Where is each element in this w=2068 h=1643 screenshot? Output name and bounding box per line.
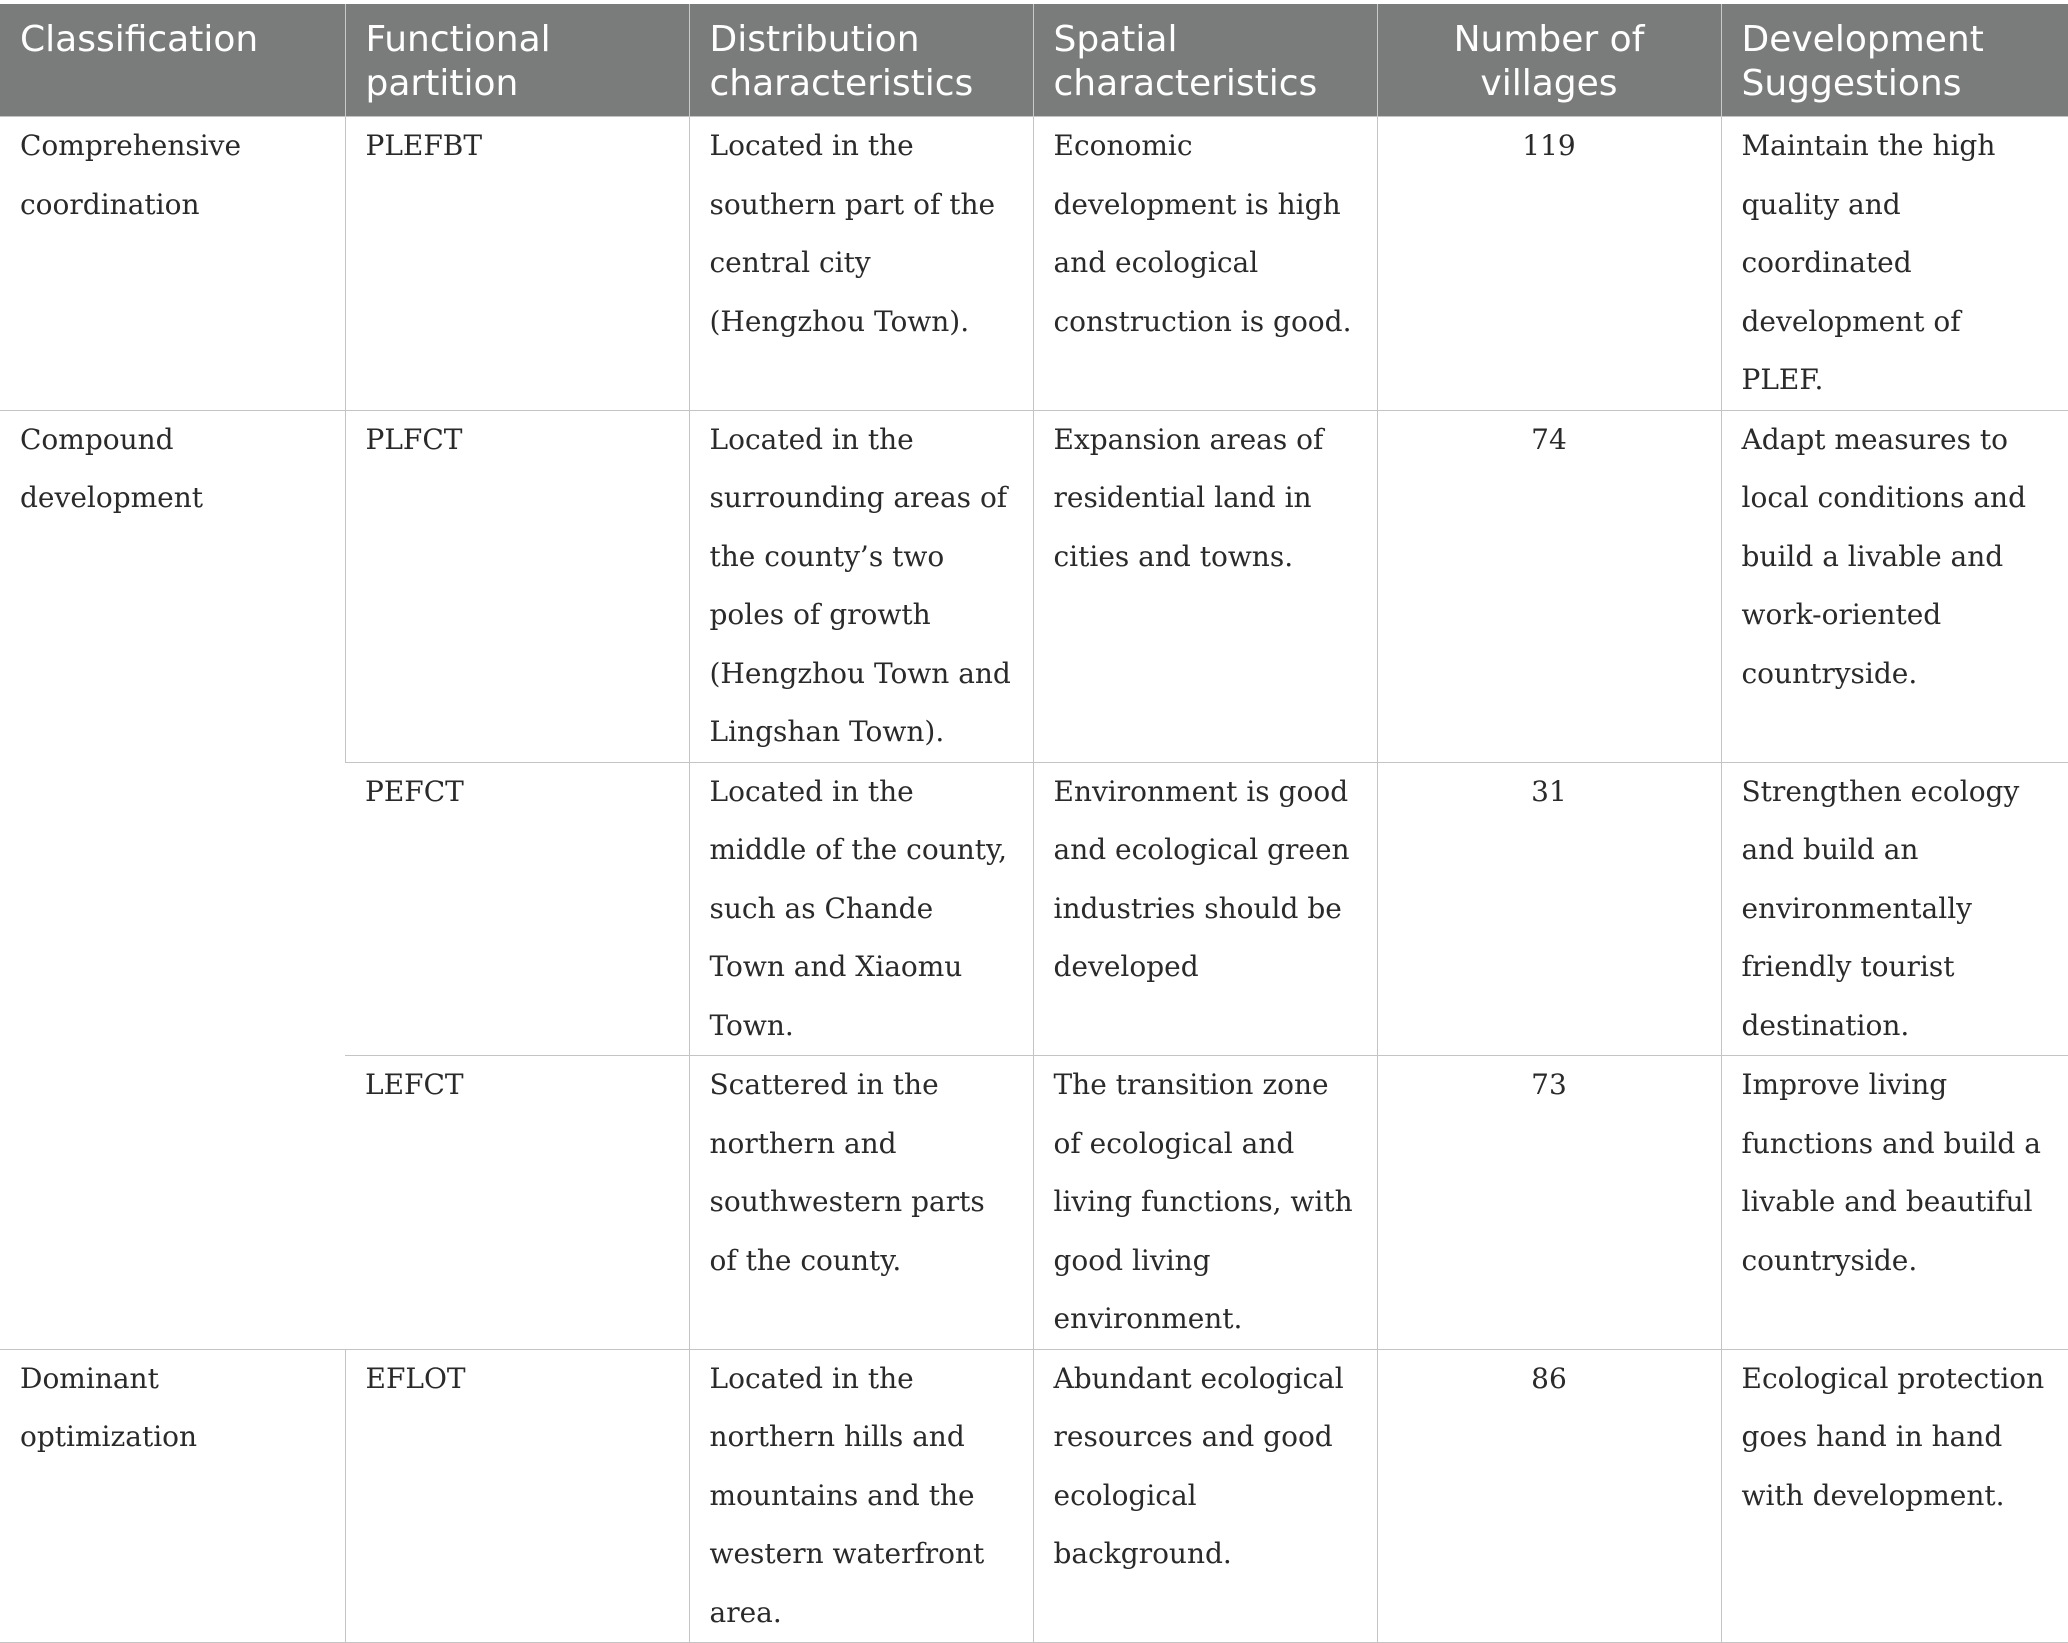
header-classification: Classification (0, 4, 345, 117)
cell-spatial: Environment is good and ecological green industries should be developed (1033, 762, 1377, 1056)
cell-villages: 119 (1377, 117, 1721, 411)
cell-partition: LEFCT (345, 1056, 689, 1350)
header-number-of-villages: Number of villages (1377, 4, 1721, 117)
cell-distribution: Located in the surrounding areas of the county’s two poles of growth (Hengzhou Town and Lingshan Town). (689, 410, 1033, 762)
header-row (0, 4, 2068, 117)
cell-classification: Dominant optimization (0, 1349, 345, 1643)
cell-spatial: The transition zone of ecological and living functions, with good living environment. (1033, 1056, 1377, 1350)
cell-suggestion: Adapt measures to local conditions and build a livable and work-oriented countryside. (1721, 410, 2068, 762)
table-body (0, 117, 2068, 1643)
header-spatial-characteristics: Spatial characteristics (1033, 4, 1377, 117)
cell-villages: 74 (1377, 410, 1721, 762)
cell-suggestion: Improve living functions and build a livable and beautiful countryside. (1721, 1056, 2068, 1350)
village-classification-table (0, 4, 2068, 1643)
cell-partition: PLEFBT (345, 117, 689, 411)
header-functional-partition: Functional partition (345, 4, 689, 117)
cell-spatial: Economic development is high and ecological construction is good. (1033, 117, 1377, 411)
header-distribution-characteristics: Distribution characteristics (689, 4, 1033, 117)
cell-classification: Comprehensive coordination (0, 117, 345, 411)
cell-partition: PEFCT (345, 762, 689, 1056)
cell-partition: PLFCT (345, 410, 689, 762)
cell-suggestion: Strengthen ecology and build an environmentally friendly tourist destination. (1721, 762, 2068, 1056)
cell-partition: EFLOT (345, 1349, 689, 1643)
cell-distribution: Located in the northern hills and mountains and the western waterfront area. (689, 1349, 1033, 1643)
cell-spatial: Expansion areas of residential land in cities and towns. (1033, 410, 1377, 762)
cell-villages: 73 (1377, 1056, 1721, 1350)
table-row (0, 1349, 2068, 1643)
cell-suggestion: Ecological protection goes hand in hand with development. (1721, 1349, 2068, 1643)
cell-distribution: Scattered in the northern and southwestern parts of the county. (689, 1056, 1033, 1350)
cell-villages: 86 (1377, 1349, 1721, 1643)
cell-suggestion: Maintain the high quality and coordinated development of PLEF. (1721, 117, 2068, 411)
cell-classification: Compound development (0, 410, 345, 1349)
table-header (0, 4, 2068, 117)
cell-distribution: Located in the southern part of the central city (Hengzhou Town). (689, 117, 1033, 411)
cell-villages: 31 (1377, 762, 1721, 1056)
cell-spatial: Abundant ecological resources and good ecological background. (1033, 1349, 1377, 1643)
cell-distribution: Located in the middle of the county, such as Chande Town and Xiaomu Town. (689, 762, 1033, 1056)
table-row (0, 410, 2068, 762)
table-row (0, 117, 2068, 411)
header-development-suggestions: Development Suggestions (1721, 4, 2068, 117)
